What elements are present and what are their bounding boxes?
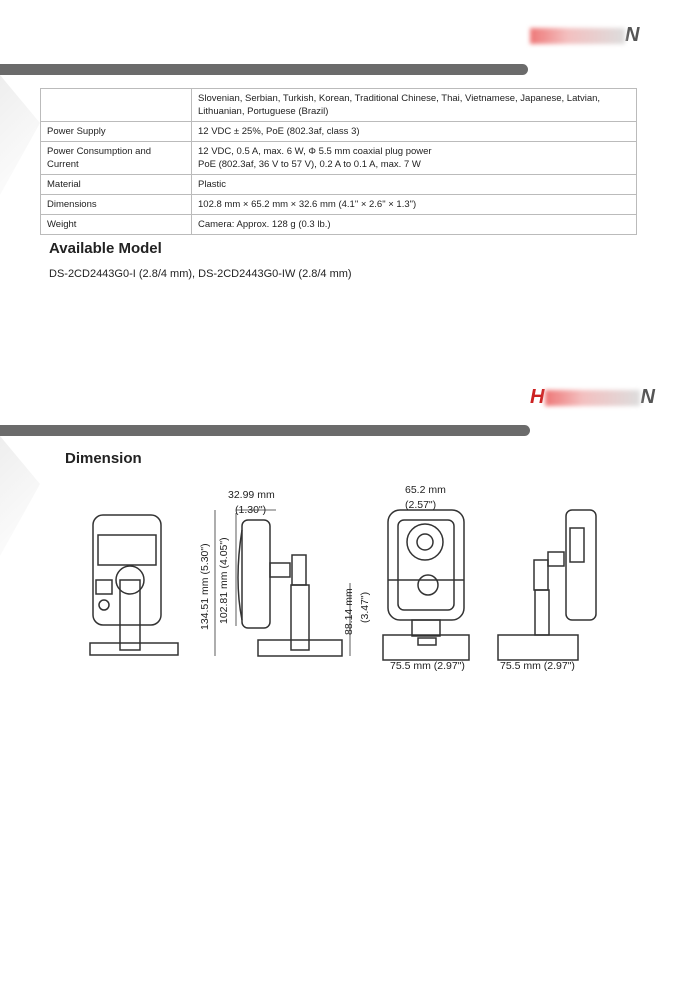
dim-depth: 32.99 mm (228, 489, 275, 501)
dim-width-in: (2.57") (405, 499, 437, 511)
table-row: Power Supply 12 VDC ± 25%, PoE (802.3af, class 3) (41, 122, 637, 142)
dimension-heading: Dimension (65, 450, 142, 467)
available-model-heading: Available Model (49, 240, 162, 257)
dim-depth-in: (1.30") (235, 504, 267, 516)
rear-view (90, 515, 178, 655)
front-view (383, 510, 469, 660)
header-bar (0, 64, 528, 75)
brand-logo: H N (530, 386, 656, 408)
dim-width: 65.2 mm (405, 484, 446, 496)
dim-height-mount-in: (3.47") (359, 591, 371, 623)
brand-logo: N (530, 24, 640, 47)
dim-height-body: 102.81 mm (4.05") (218, 537, 230, 624)
spec-table (40, 88, 637, 235)
header-bar (0, 425, 530, 436)
dim-base-side: 75.5 mm (2.97") (500, 660, 575, 672)
side-view (215, 510, 350, 656)
table-row: Power Consumption and Current 12 VDC, 0.5 A, max. 6 W, Φ 5.5 mm coaxial plug power PoE (802.3af, 36 V to 57 V), 0.2 A to 0.1 A, max. 7 W (41, 142, 637, 175)
dim-base-front: 75.5 mm (2.97") (390, 660, 465, 672)
decoration (0, 75, 40, 195)
table-row: Dimensions 102.8 mm × 65.2 mm × 32.6 mm (4.1" × 2.6" × 1.3") (41, 195, 637, 215)
table-row: Weight Camera: Approx. 128 g (0.3 lb.) (41, 215, 637, 235)
dim-height-mount: 88.14 mm (343, 588, 355, 635)
table-row: Material Plastic (41, 175, 637, 195)
value-line: PoE (802.3af, 36 V to 57 V), 0.2 A to 0.1 A, max. 7 W (198, 159, 421, 170)
table-row: Slovenian, Serbian, Turkish, Korean, Traditional Chinese, Thai, Vietnamese, Japanese, Latvian, Lithuanian, Portuguese (Brazil) (41, 89, 637, 122)
dim-height-total: 134.51 mm (5.30") (199, 543, 211, 630)
value-line: 12 VDC, 0.5 A, max. 6 W, Φ 5.5 mm coaxial plug power (198, 146, 432, 157)
model-list: DS-2CD2443G0-I (2.8/4 mm), DS-2CD2443G0-IW (2.8/4 mm) (49, 268, 352, 280)
side-view-right (498, 510, 596, 660)
